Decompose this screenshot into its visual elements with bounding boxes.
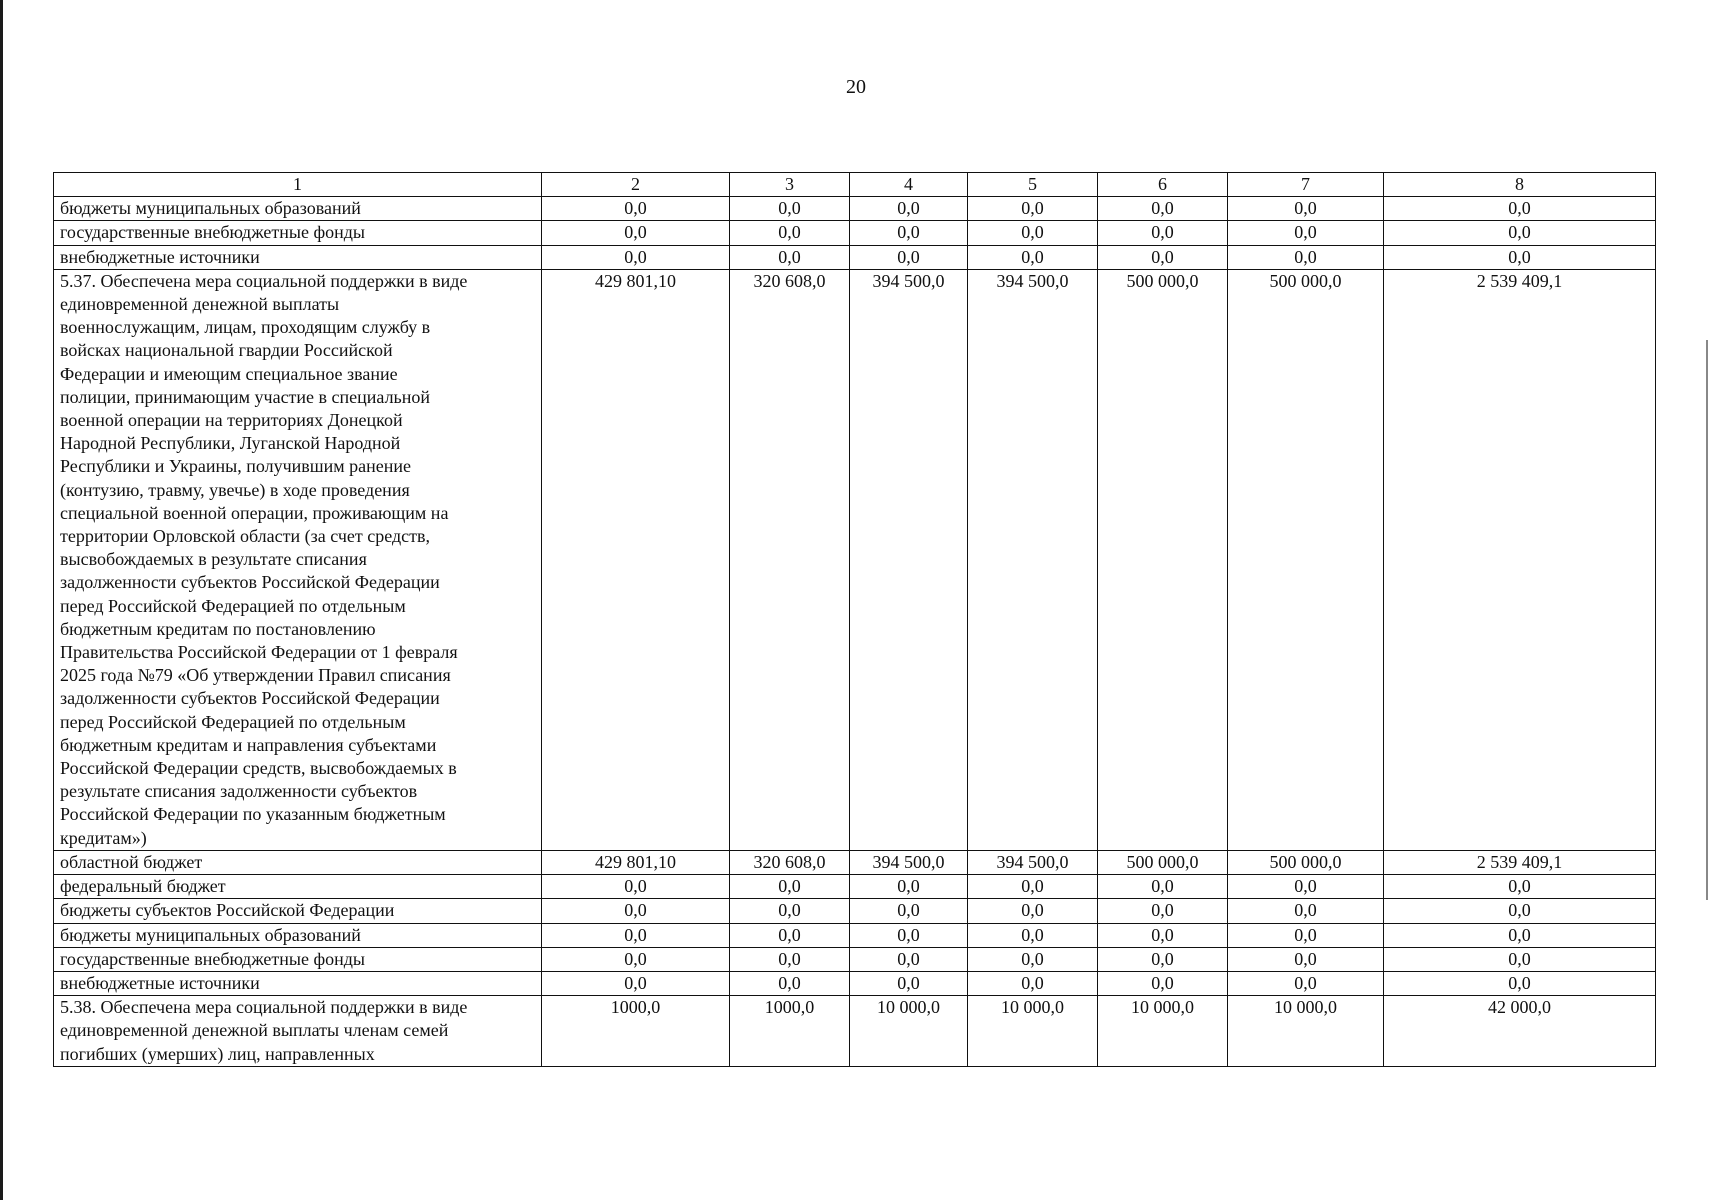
- value-cell: 2 539 409,1: [1384, 850, 1656, 874]
- table-row: [54, 221, 1656, 245]
- value-cell: 500 000,0: [1098, 269, 1228, 850]
- value-cell: 0,0: [730, 245, 850, 269]
- value-cell: 0,0: [1384, 971, 1656, 995]
- value-cell: 0,0: [1098, 875, 1228, 899]
- value-cell: 0,0: [968, 947, 1098, 971]
- row-label: областной бюджет: [54, 850, 542, 874]
- value-cell: 0,0: [1228, 923, 1384, 947]
- description-line: Российской Федерации по указанным бюджетным: [60, 804, 446, 825]
- value-cell: 0,0: [1228, 947, 1384, 971]
- value-cell: 0,0: [1228, 245, 1384, 269]
- value-cell: 429 801,10: [542, 850, 730, 874]
- header-cell: 3: [730, 173, 850, 197]
- header-cell: 2: [542, 173, 730, 197]
- description-line: Правительства Российской Федерации от 1 февраля: [60, 642, 458, 663]
- header-cell: 7: [1228, 173, 1384, 197]
- value-cell: 0,0: [1228, 899, 1384, 923]
- value-cell: 0,0: [730, 971, 850, 995]
- header-cell: 8: [1384, 173, 1656, 197]
- description-line: бюджетным кредитам и направления субъектами: [60, 734, 437, 755]
- value-cell: 0,0: [1384, 899, 1656, 923]
- table-row: [54, 899, 1656, 923]
- description-line: задолженности субъектов Российской Федерации: [60, 688, 440, 709]
- value-cell: 0,0: [730, 947, 850, 971]
- value-cell: 394 500,0: [968, 269, 1098, 850]
- description-line: 2025 года №79 «Об утверждении Правил списания: [60, 665, 451, 686]
- value-cell: 0,0: [968, 899, 1098, 923]
- value-cell: 0,0: [542, 899, 730, 923]
- table-row: [54, 197, 1656, 221]
- value-cell: 500 000,0: [1228, 850, 1384, 874]
- value-cell: 0,0: [1228, 221, 1384, 245]
- row-label: внебюджетные источники: [54, 971, 542, 995]
- description-line: войсках национальной гвардии Российской: [60, 340, 393, 361]
- value-cell: 0,0: [968, 197, 1098, 221]
- value-cell: 0,0: [542, 971, 730, 995]
- header-cell: 5: [968, 173, 1098, 197]
- value-cell: 0,0: [968, 923, 1098, 947]
- table-row: [54, 875, 1656, 899]
- value-cell: 10 000,0: [1098, 996, 1228, 1067]
- value-cell: 0,0: [542, 197, 730, 221]
- description-line: результате списания задолженности субъектов: [60, 781, 418, 802]
- value-cell: 0,0: [850, 221, 968, 245]
- value-cell: 0,0: [1098, 245, 1228, 269]
- value-cell: 0,0: [730, 197, 850, 221]
- value-cell: 1000,0: [542, 996, 730, 1067]
- value-cell: 42 000,0: [1384, 996, 1656, 1067]
- value-cell: 394 500,0: [850, 850, 968, 874]
- description-line: бюджетным кредитам по постановлению: [60, 618, 376, 639]
- value-cell: 429 801,10: [542, 269, 730, 850]
- value-cell: 0,0: [850, 197, 968, 221]
- row-label: государственные внебюджетные фонды: [54, 947, 542, 971]
- row-label: федеральный бюджет: [54, 875, 542, 899]
- value-cell: 0,0: [850, 947, 968, 971]
- description-line: Народной Республики, Луганской Народной: [60, 433, 401, 454]
- row-label: государственные внебюджетные фонды: [54, 221, 542, 245]
- value-cell: 0,0: [1384, 245, 1656, 269]
- value-cell: 0,0: [730, 221, 850, 245]
- row-label: внебюджетные источники: [54, 245, 542, 269]
- value-cell: 320 608,0: [730, 269, 850, 850]
- description-line: перед Российской Федерацией по отдельным: [60, 595, 406, 616]
- row-label: бюджеты муниципальных образований: [54, 197, 542, 221]
- description-line: специальной военной операции, проживающим на: [60, 502, 449, 523]
- table-header-row: [54, 173, 1656, 197]
- description-line: Российской Федерации средств, высвобождаемых в: [60, 758, 457, 779]
- value-cell: 0,0: [968, 875, 1098, 899]
- item-description: [54, 269, 542, 850]
- value-cell: 0,0: [542, 875, 730, 899]
- description-line: 5.38. Обеспечена мера социальной поддержки в виде: [60, 997, 468, 1018]
- table-row: [54, 850, 1656, 874]
- table-row: [54, 245, 1656, 269]
- value-cell: 0,0: [730, 899, 850, 923]
- value-cell: 2 539 409,1: [1384, 269, 1656, 850]
- value-cell: 394 500,0: [968, 850, 1098, 874]
- value-cell: 0,0: [850, 971, 968, 995]
- value-cell: 0,0: [968, 221, 1098, 245]
- value-cell: 0,0: [1098, 947, 1228, 971]
- scan-left-edge: [0, 0, 3, 1200]
- value-cell: 1000,0: [730, 996, 850, 1067]
- value-cell: 0,0: [1384, 197, 1656, 221]
- description-line: единовременной денежной выплаты: [60, 294, 340, 315]
- table-row: [54, 947, 1656, 971]
- value-cell: 0,0: [1384, 923, 1656, 947]
- value-cell: 0,0: [1098, 221, 1228, 245]
- item-5-37-row: [54, 269, 1656, 850]
- row-label: бюджеты субъектов Российской Федерации: [54, 899, 542, 923]
- value-cell: 0,0: [1228, 971, 1384, 995]
- scan-right-edge: [1706, 340, 1708, 900]
- value-cell: 10 000,0: [968, 996, 1098, 1067]
- description-line: погибших (умерших) лиц, направленных: [60, 1043, 375, 1064]
- item-description: [54, 996, 542, 1067]
- description-line: кредитам»): [60, 827, 147, 848]
- description-line: военнослужащим, лицам, проходящим службу в: [60, 317, 431, 338]
- table-row: [54, 923, 1656, 947]
- value-cell: 0,0: [1228, 197, 1384, 221]
- value-cell: 0,0: [542, 221, 730, 245]
- value-cell: 320 608,0: [730, 850, 850, 874]
- header-cell: 6: [1098, 173, 1228, 197]
- value-cell: 0,0: [1098, 899, 1228, 923]
- value-cell: 394 500,0: [850, 269, 968, 850]
- description-line: задолженности субъектов Российской Федерации: [60, 572, 440, 593]
- row-label: бюджеты муниципальных образований: [54, 923, 542, 947]
- description-line: (контузию, травму, увечье) в ходе проведения: [60, 479, 410, 500]
- description-line: единовременной денежной выплаты членам семей: [60, 1020, 449, 1041]
- value-cell: 0,0: [1098, 197, 1228, 221]
- value-cell: 0,0: [1098, 923, 1228, 947]
- page-number: 20: [846, 76, 866, 98]
- description-line: высвобождаемых в результате списания: [60, 549, 367, 570]
- item-5-38-row: [54, 996, 1656, 1067]
- value-cell: 0,0: [850, 923, 968, 947]
- description-line: перед Российской Федерацией по отдельным: [60, 711, 406, 732]
- description-line: 5.37. Обеспечена мера социальной поддержки в виде: [60, 270, 468, 291]
- value-cell: 10 000,0: [850, 996, 968, 1067]
- header-cell: 4: [850, 173, 968, 197]
- value-cell: 0,0: [968, 971, 1098, 995]
- value-cell: 0,0: [730, 923, 850, 947]
- table-body: [54, 173, 1656, 1067]
- table-row: [54, 971, 1656, 995]
- value-cell: 0,0: [730, 875, 850, 899]
- value-cell: 0,0: [1384, 947, 1656, 971]
- value-cell: 0,0: [968, 245, 1098, 269]
- value-cell: 0,0: [542, 245, 730, 269]
- value-cell: 0,0: [850, 899, 968, 923]
- value-cell: 500 000,0: [1098, 850, 1228, 874]
- header-cell: 1: [54, 173, 542, 197]
- value-cell: 0,0: [542, 947, 730, 971]
- value-cell: 0,0: [1384, 875, 1656, 899]
- value-cell: 0,0: [1384, 221, 1656, 245]
- description-line: территории Орловской области (за счет средств,: [60, 526, 431, 547]
- budget-table: [53, 172, 1656, 1067]
- value-cell: 0,0: [1098, 971, 1228, 995]
- description-line: военной операции на территориях Донецкой: [60, 410, 403, 431]
- value-cell: 0,0: [850, 245, 968, 269]
- description-line: полиции, принимающим участие в специальной: [60, 386, 431, 407]
- description-line: Республики и Украины, получившим ранение: [60, 456, 411, 477]
- value-cell: 0,0: [850, 875, 968, 899]
- description-line: Федерации и имеющим специальное звание: [60, 363, 398, 384]
- value-cell: 500 000,0: [1228, 269, 1384, 850]
- value-cell: 0,0: [542, 923, 730, 947]
- value-cell: 10 000,0: [1228, 996, 1384, 1067]
- value-cell: 0,0: [1228, 875, 1384, 899]
